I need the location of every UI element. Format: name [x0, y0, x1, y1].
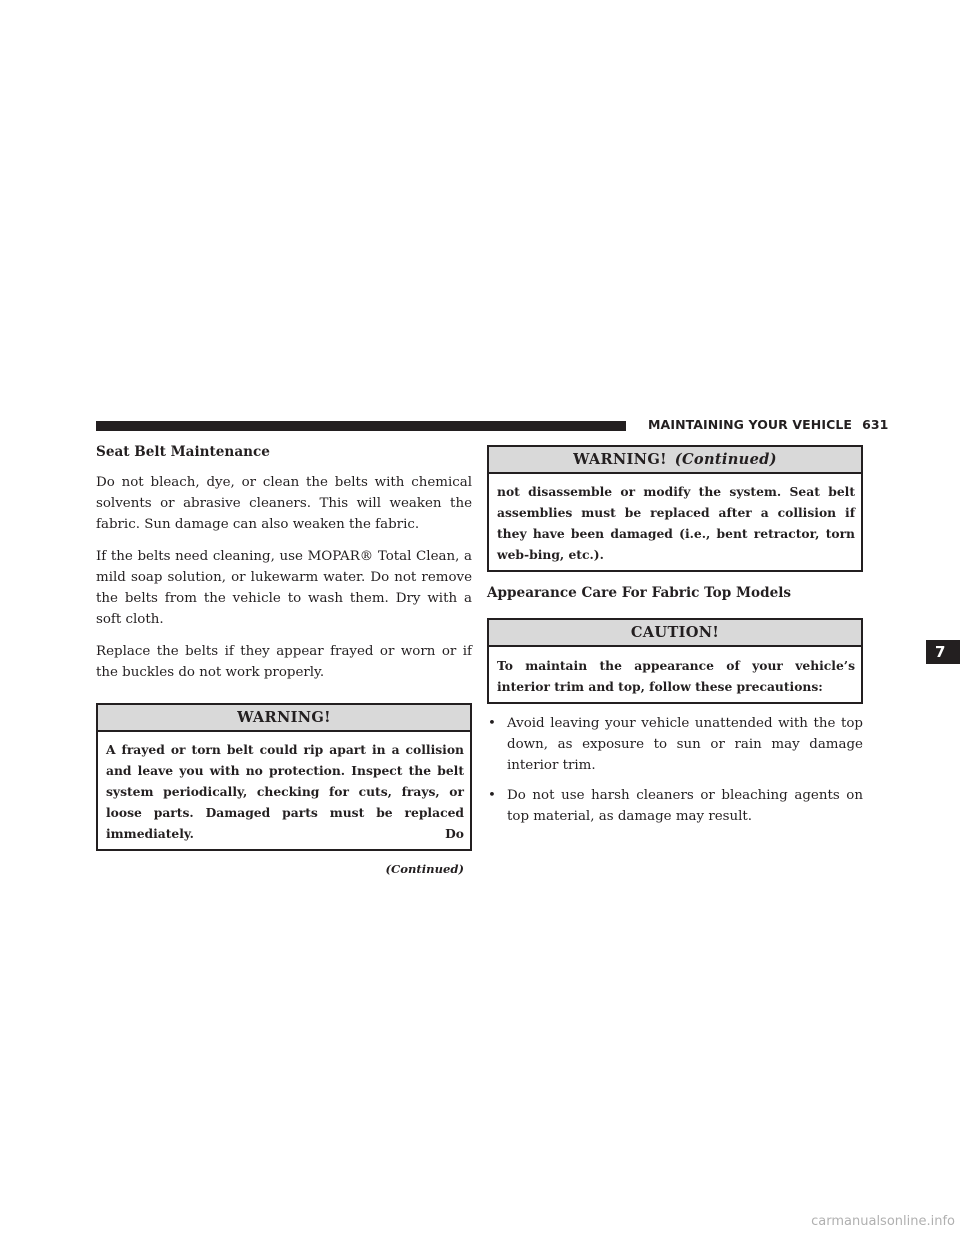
header-rule	[96, 421, 626, 431]
list-item	[487, 785, 863, 827]
bullet-icon: •	[488, 788, 496, 803]
page-number: 631	[862, 417, 889, 432]
caution-heading-text: CAUTION!	[630, 624, 720, 641]
continued-label: (Continued)	[385, 862, 464, 876]
caution-body: To maintain the appearance of your vehicle’s interior trim and top, follow these precautions:	[497, 658, 855, 694]
caution-box	[487, 618, 863, 704]
watermark-footer: carmanualsonline.info	[811, 1214, 955, 1229]
warning-heading	[98, 705, 470, 732]
paragraph: Replace the belts if they appear frayed or worn or if the buckles do not work properly.	[96, 644, 472, 680]
list-item-text: Do not use harsh cleaners or bleaching agents on top material, as damage may result.	[507, 788, 863, 824]
list-item	[487, 713, 863, 776]
warning-heading-text: WARNING!	[573, 451, 667, 468]
warning-body: A frayed or torn belt could rip apart in a collision and leave you with no protection. Inspect the belt system periodically, checking for cuts, frays, or loose parts. Damaged parts must be replaced immediately. Do	[106, 742, 464, 841]
warning-continued-body: not disassemble or modify the system. Seat belt assemblies must be replaced after a collision if they have been damaged (i.e., bent retractor, torn web-bing, etc.).	[497, 484, 855, 562]
warning-box	[96, 703, 472, 851]
bullet-icon: •	[488, 716, 496, 731]
left-column	[96, 442, 472, 876]
paragraph: Do not bleach, dye, or clean the belts with chemical solvents or abrasive cleaners. This will weaken the fabric. Sun damage can also weaken the fabric.	[96, 475, 472, 532]
warning-continued-box	[487, 445, 863, 572]
caution-heading	[489, 620, 861, 647]
continued-suffix: (Continued)	[674, 451, 777, 468]
warning-continued-heading	[489, 447, 861, 474]
section-title: MAINTAINING YOUR VEHICLE	[648, 417, 853, 432]
running-header	[648, 417, 889, 432]
chapter-tab: 7	[926, 640, 960, 664]
warning-heading-text: WARNING!	[237, 709, 331, 726]
appearance-care-heading: Appearance Care For Fabric Top Models	[487, 585, 792, 601]
right-column	[487, 445, 863, 836]
paragraph: If the belts need cleaning, use MOPAR® Total Clean, a mild soap solution, or lukewarm water. Do not remove the belts from the vehicle to wash them. Dry with a soft cloth.	[96, 549, 472, 627]
seat-belt-maintenance-heading: Seat Belt Maintenance	[96, 444, 270, 460]
list-item-text: Avoid leaving your vehicle unattended with the top down, as exposure to sun or rain may damage interior trim.	[507, 716, 863, 773]
